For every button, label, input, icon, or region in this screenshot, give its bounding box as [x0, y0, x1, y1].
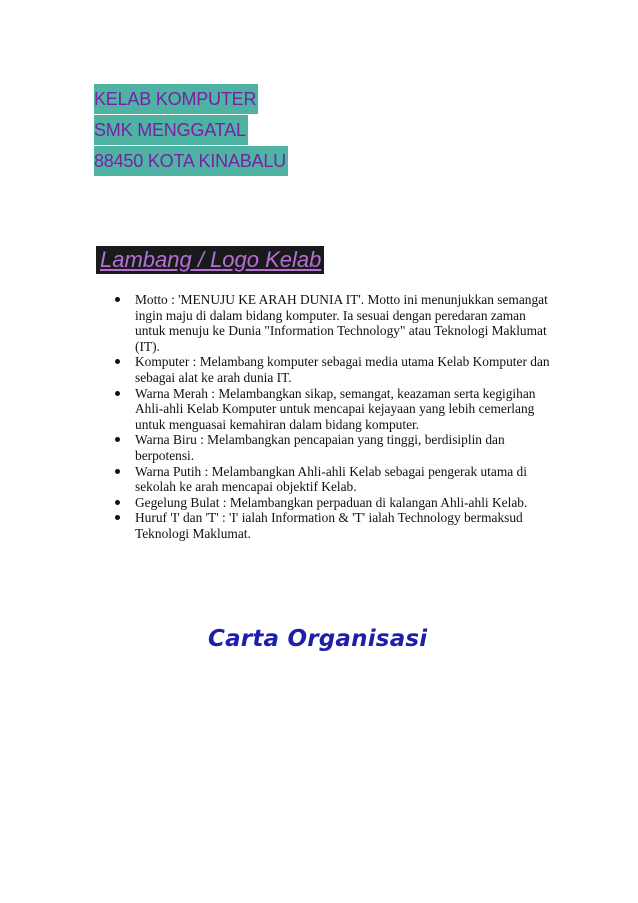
bullet-icon [115, 297, 120, 302]
club-name: KELAB KOMPUTER [94, 84, 258, 114]
club-address-block [94, 84, 288, 177]
postcode-city: 88450 KOTA KINABALU [94, 146, 288, 176]
bullet-icon [115, 500, 120, 505]
list-item: Motto : 'MENUJU KE ARAH DUNIA IT'. Motto ini menunjukkan semangat ingin maju di dalam bidang komputer. Ia sesuai dengan peredaran zaman untuk menuju ke Dunia "Information Technology" atau Teknologi Maklumat (IT). [113, 292, 553, 354]
list-item: Huruf 'I' dan 'T' : 'I' ialah Information & 'T' ialah Technology bermaksud Teknologi Maklumat. [113, 510, 553, 541]
list-item: Komputer : Melambang komputer sebagai media utama Kelab Komputer dan sebagai alat ke arah dunia IT. [113, 354, 553, 385]
list-item: Gegelung Bulat : Melambangkan perpaduan di kalangan Ahli-ahli Kelab. [113, 495, 553, 511]
school-name: SMK MENGGATAL [94, 115, 248, 145]
logo-meaning-list [113, 292, 553, 542]
bullet-icon [115, 515, 120, 520]
logo-section-heading: Lambang / Logo Kelab [96, 246, 324, 274]
list-item: Warna Merah : Melambangkan sikap, semangat, keazaman serta kegigihan Ahli-ahli Kelab Komputer untuk mencapai kejayaan yang lebih cemerlang untuk menguasai kemahiran dalam bidang komputer. [113, 386, 553, 433]
bullet-icon [115, 469, 120, 474]
org-chart-heading: Carta Organisasi [208, 626, 428, 652]
bullet-icon [115, 359, 120, 364]
list-item: Warna Biru : Melambangkan pencapaian yang tinggi, berdisiplin dan berpotensi. [113, 432, 553, 463]
bullet-icon [115, 437, 120, 442]
list-item: Warna Putih : Melambangkan Ahli-ahli Kelab sebagai pengerak utama di sekolah ke arah mencapai objektif Kelab. [113, 464, 553, 495]
bullet-icon [115, 391, 120, 396]
